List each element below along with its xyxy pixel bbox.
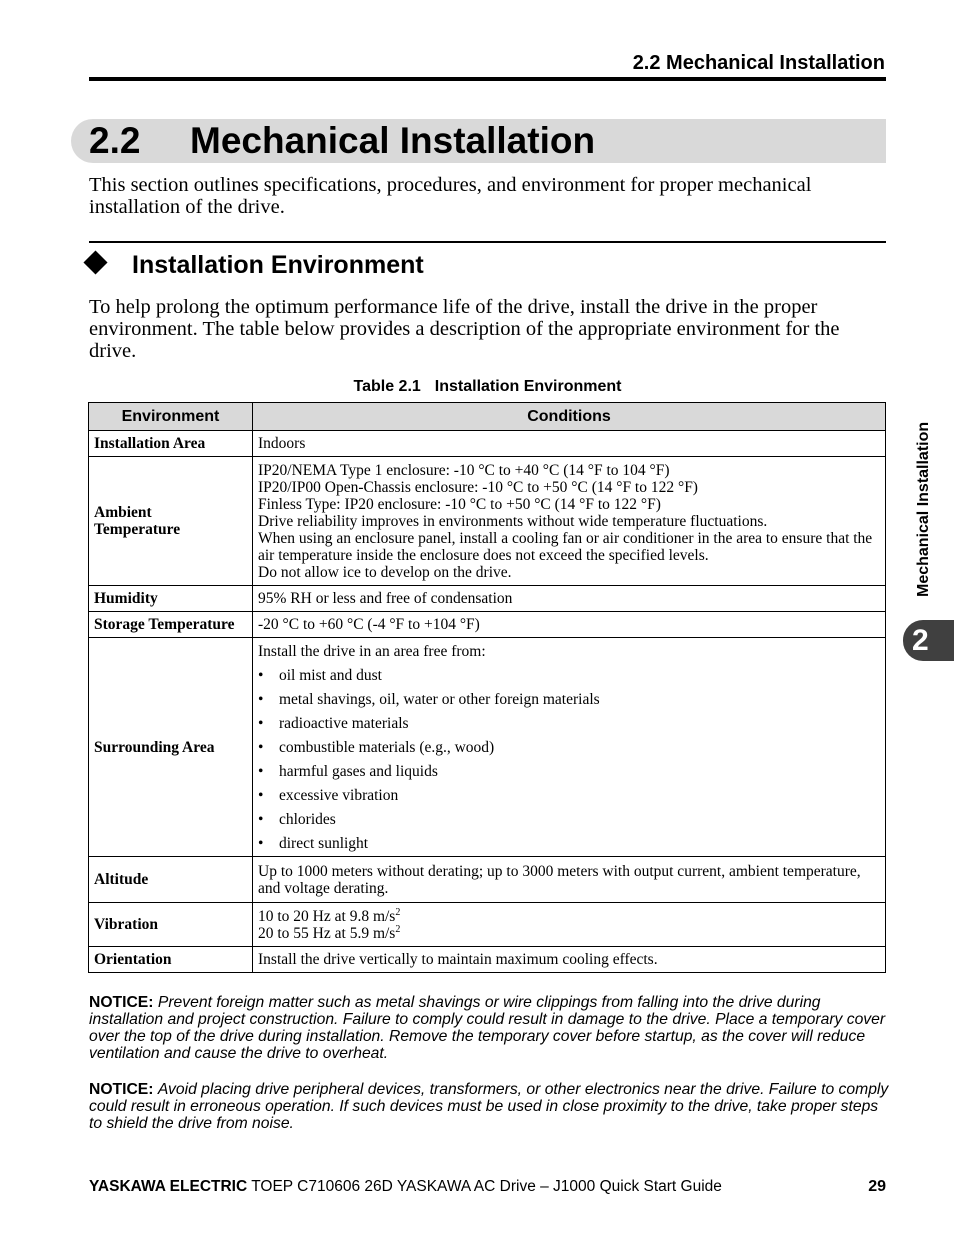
section-number: 2.2 bbox=[89, 120, 141, 161]
footer-text bbox=[89, 1178, 722, 1196]
hazard-list bbox=[258, 667, 880, 852]
list-item: • direct sunlight bbox=[258, 835, 369, 852]
header-conditions: Conditions bbox=[253, 403, 886, 431]
list-item: • oil mist and dust bbox=[258, 667, 382, 684]
table-row bbox=[89, 586, 886, 612]
header-rule bbox=[89, 77, 886, 81]
condition-line: IP20/NEMA Type 1 enclosure: -10 °C to +40 °C (14 °F to 104 °F) bbox=[258, 462, 670, 479]
bullet-icon: • bbox=[258, 811, 264, 828]
table-caption bbox=[0, 378, 954, 396]
row-value: Up to 1000 meters without derating; up to 3000 meters with output current, ambient temperature, and voltage derating. bbox=[253, 857, 886, 903]
installation-environment-table bbox=[88, 402, 886, 973]
section-title: Mechanical Installation bbox=[190, 120, 596, 161]
table-row bbox=[89, 638, 886, 857]
table-caption-title: Installation Environment bbox=[434, 378, 622, 395]
footer-doc: TOEP C710606 26D YASKAWA AC Drive – J1000 Quick Start Guide bbox=[251, 1178, 722, 1195]
notice-text: Avoid placing drive peripheral devices, transformers, or other electronics near the drive. Failure to comply could result in erroneous operation. If such devices must be used in close proximity to the drive, take proper steps to shield the drive from noise. bbox=[89, 1081, 889, 1132]
table-row bbox=[89, 903, 886, 947]
condition-line: 20 to 55 Hz at 5.9 $m/s^2$ bbox=[258, 924, 401, 942]
header-environment: Environment bbox=[89, 403, 253, 431]
row-label: Humidity bbox=[89, 586, 253, 612]
condition-line: Finless Type: IP20 enclosure: -10 °C to +50 °C (14 °F to 122 °F) bbox=[258, 496, 661, 513]
row-label: Installation Area bbox=[89, 431, 253, 457]
subsection-body: To help prolong the optimum performance life of the drive, install the drive in the proper environment. The table below provides a description of the appropriate environment for the drive. bbox=[89, 296, 840, 362]
row-value: 95% RH or less and free of condensation bbox=[253, 586, 886, 612]
table-row bbox=[89, 457, 886, 586]
row-label bbox=[89, 457, 253, 586]
list-item: • metal shavings, oil, water or other foreign materials bbox=[258, 691, 600, 708]
row-label: Vibration bbox=[89, 903, 253, 947]
bullet-icon: • bbox=[258, 739, 264, 756]
condition-line: IP20/IP00 Open-Chassis enclosure: -10 °C to +50 °C (14 °F to 122 °F) bbox=[258, 479, 698, 496]
notice-label: NOTICE: bbox=[89, 1081, 154, 1098]
row-label: Altitude bbox=[89, 857, 253, 903]
row-value: -20 °C to +60 °C (-4 °F to +104 °F) bbox=[253, 612, 886, 638]
notice-paragraph bbox=[89, 994, 889, 1062]
table-row bbox=[89, 612, 886, 638]
exponent: 2 bbox=[395, 924, 401, 935]
list-item: • chlorides bbox=[258, 811, 336, 828]
chapter-tab-number: 2 bbox=[912, 624, 929, 657]
row-label: Surrounding Area bbox=[89, 638, 253, 857]
section-intro: This section outlines specifications, procedures, and environment for proper mechanical installation of the drive. bbox=[89, 174, 812, 218]
page-number: 29 bbox=[868, 1178, 886, 1195]
condition-lead: Install the drive in an area free from: bbox=[258, 643, 486, 660]
row-label-line: Ambient bbox=[94, 504, 152, 521]
row-value bbox=[253, 903, 886, 947]
row-label: Orientation bbox=[89, 947, 253, 973]
row-value: Install the drive vertically to maintain maximum cooling effects. bbox=[253, 947, 886, 973]
row-value bbox=[253, 457, 886, 586]
list-item: • harmful gases and liquids bbox=[258, 763, 438, 780]
bullet-icon: • bbox=[258, 835, 264, 852]
diamond-bullet-icon bbox=[83, 250, 107, 274]
notice-paragraph bbox=[89, 1081, 889, 1132]
subsection-rule bbox=[89, 241, 886, 243]
list-item: • radioactive materials bbox=[258, 715, 409, 732]
subsection-title: Installation Environment bbox=[132, 251, 424, 279]
table-header-row bbox=[89, 403, 886, 431]
table-row bbox=[89, 431, 886, 457]
condition-line: Do not allow ice to develop on the drive. bbox=[258, 564, 512, 581]
row-label-line: Temperature bbox=[94, 521, 181, 538]
list-item: • excessive vibration bbox=[258, 787, 399, 804]
condition-line: Drive reliability improves in environments without wide temperature fluctuations. bbox=[258, 513, 768, 530]
condition-line: 10 to 20 Hz at 9.8 $m/s^2$ bbox=[258, 907, 401, 925]
row-value bbox=[253, 638, 886, 857]
bullet-icon: • bbox=[258, 715, 264, 732]
exponent: 2 bbox=[395, 907, 401, 918]
table-caption-number: Table 2.1 bbox=[353, 378, 421, 395]
bullet-icon: • bbox=[258, 691, 264, 708]
list-item: • combustible materials (e.g., wood) bbox=[258, 739, 495, 756]
condition-line: When using an enclosure panel, install a cooling fan or air conditioner in the area to ensure that the air temperature inside the enclosure does not exceed the specified levels. bbox=[258, 530, 873, 564]
bullet-icon: • bbox=[258, 667, 264, 684]
row-label: Storage Temperature bbox=[89, 612, 253, 638]
row-value: Indoors bbox=[253, 431, 886, 457]
bullet-icon: • bbox=[258, 787, 264, 804]
running-header-title: 2.2 Mechanical Installation bbox=[632, 52, 885, 74]
notice-label: NOTICE: bbox=[89, 994, 154, 1011]
footer-brand: YASKAWA ELECTRIC bbox=[89, 1178, 248, 1195]
notice-text: Prevent foreign matter such as metal shavings or wire clippings from falling into the drive during installation and project construction. Failure to comply could result in damage to the drive. Place a temporary cover over the top of the drive during installation. Remove the temporary cover before startup, as the cover will reduce ventilation and cause the drive to overheat. bbox=[89, 994, 886, 1062]
table-row bbox=[89, 947, 886, 973]
bullet-icon: • bbox=[258, 763, 264, 780]
table-row bbox=[89, 857, 886, 903]
side-chapter-label: Mechanical Installation bbox=[915, 421, 932, 597]
